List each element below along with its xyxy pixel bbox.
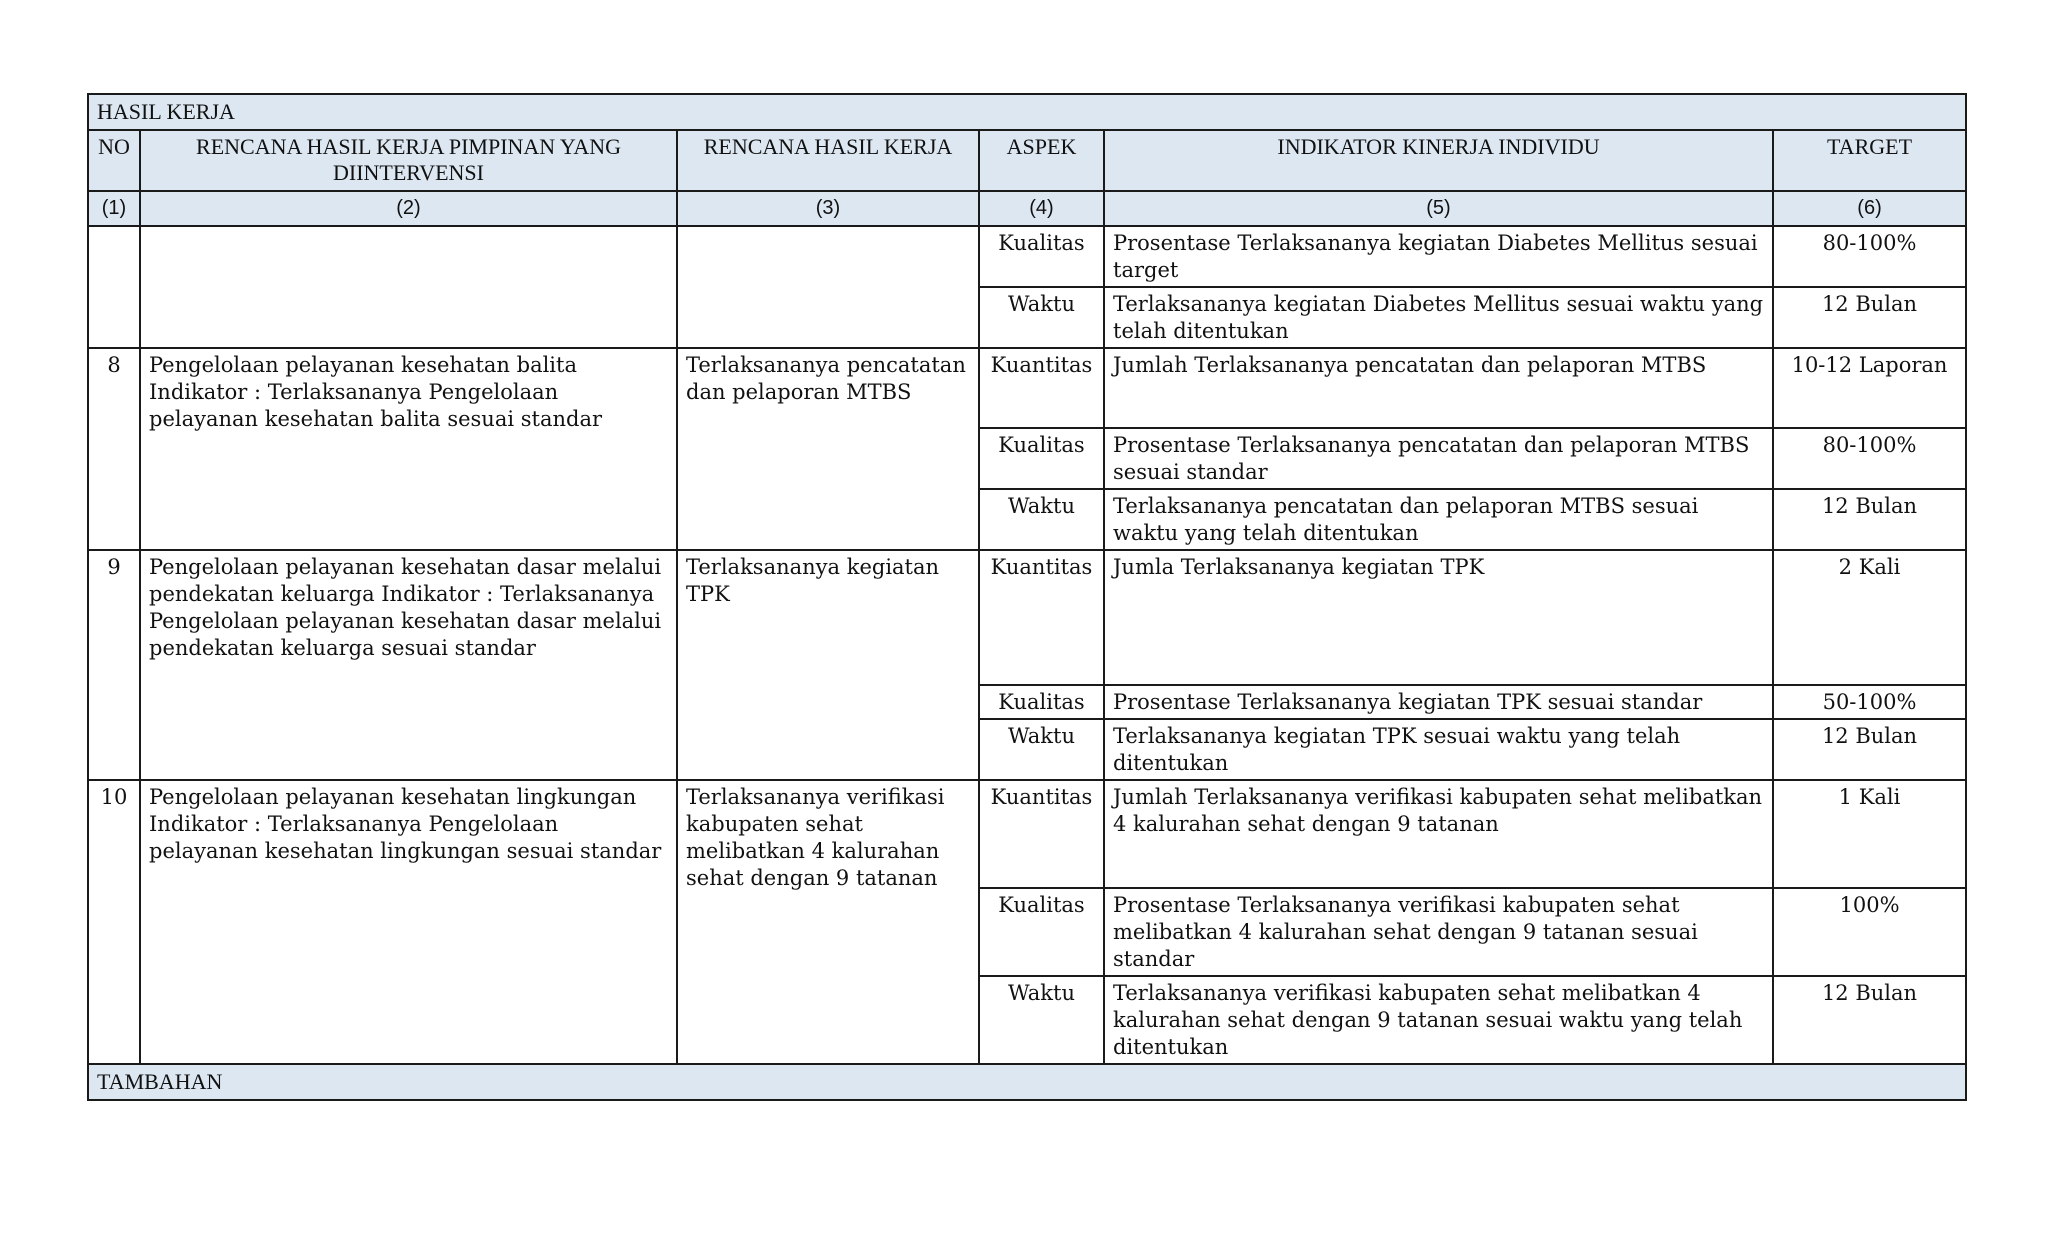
target-cell: 2 Kali <box>1773 550 1966 685</box>
column-number: (2) <box>140 191 677 226</box>
target-cell: 12 Bulan <box>1773 287 1966 348</box>
aspek-cell: Kuantitas <box>979 348 1104 428</box>
table-row <box>88 780 1966 888</box>
rencana-pimpinan-cell <box>140 226 677 348</box>
column-number-row <box>88 191 1966 226</box>
header-rencana: RENCANA HASIL KERJA <box>677 130 979 191</box>
indikator-cell: Jumlah Terlaksananya verifikasi kabupaten sehat melibatkan 4 kalurahan sehat dengan 9 tatanan <box>1104 780 1773 888</box>
aspek-cell: Waktu <box>979 287 1104 348</box>
indikator-cell: Terlaksananya pencatatan dan pelaporan MTBS sesuai waktu yang telah ditentukan <box>1104 489 1773 550</box>
column-number: (1) <box>88 191 140 226</box>
aspek-cell: Waktu <box>979 489 1104 550</box>
table-row <box>88 226 1966 287</box>
footer-row <box>88 1064 1966 1100</box>
hasil-kerja-table <box>87 93 1967 1101</box>
header-target: TARGET <box>1773 130 1966 191</box>
target-cell: 10-12 Laporan <box>1773 348 1966 428</box>
target-cell: 12 Bulan <box>1773 719 1966 780</box>
aspek-cell: Waktu <box>979 976 1104 1064</box>
aspek-cell: Kualitas <box>979 888 1104 976</box>
rencana-pimpinan-cell: Pengelolaan pelayanan kesehatan dasar melalui pendekatan keluarga Indikator : Terlaksananya Pengelolaan pelayanan kesehatan dasar melalui pendekatan keluarga sesuai standar <box>140 550 677 780</box>
rencana-cell: Terlaksananya pencatatan dan pelaporan MTBS <box>677 348 979 550</box>
column-number: (5) <box>1104 191 1773 226</box>
header-row <box>88 130 1966 191</box>
section-title: HASIL KERJA <box>88 94 1966 130</box>
header-aspek: ASPEK <box>979 130 1104 191</box>
tambahan-label: TAMBAHAN <box>88 1064 1966 1100</box>
aspek-cell: Kuantitas <box>979 780 1104 888</box>
indikator-cell: Prosentase Terlaksananya kegiatan Diabetes Mellitus sesuai target <box>1104 226 1773 287</box>
indikator-cell: Jumla Terlaksananya kegiatan TPK <box>1104 550 1773 685</box>
no-cell: 8 <box>88 348 140 550</box>
indikator-cell: Jumlah Terlaksananya pencatatan dan pelaporan MTBS <box>1104 348 1773 428</box>
table-row <box>88 348 1966 428</box>
header-indikator: INDIKATOR KINERJA INDIVIDU <box>1104 130 1773 191</box>
header-rencana-pimpinan: RENCANA HASIL KERJA PIMPINAN YANG DIINTERVENSI <box>140 130 677 191</box>
target-cell: 80-100% <box>1773 428 1966 489</box>
aspek-cell: Kuantitas <box>979 550 1104 685</box>
target-cell: 1 Kali <box>1773 780 1966 888</box>
indikator-cell: Prosentase Terlaksananya kegiatan TPK sesuai standar <box>1104 685 1773 719</box>
rencana-cell <box>677 226 979 348</box>
target-cell: 80-100% <box>1773 226 1966 287</box>
column-number: (4) <box>979 191 1104 226</box>
column-number: (6) <box>1773 191 1966 226</box>
aspek-cell: Kualitas <box>979 428 1104 489</box>
no-cell: 9 <box>88 550 140 780</box>
indikator-cell: Terlaksananya kegiatan TPK sesuai waktu yang telah ditentukan <box>1104 719 1773 780</box>
indikator-cell: Terlaksananya verifikasi kabupaten sehat melibatkan 4 kalurahan sehat dengan 9 tatanan sesuai waktu yang telah ditentukan <box>1104 976 1773 1064</box>
aspek-cell: Kualitas <box>979 685 1104 719</box>
table-row <box>88 550 1966 685</box>
target-cell: 12 Bulan <box>1773 489 1966 550</box>
no-cell <box>88 226 140 348</box>
target-cell: 50-100% <box>1773 685 1966 719</box>
no-cell: 10 <box>88 780 140 1064</box>
rencana-pimpinan-cell: Pengelolaan pelayanan kesehatan lingkungan Indikator : Terlaksananya Pengelolaan pelayanan kesehatan lingkungan sesuai standar <box>140 780 677 1064</box>
rencana-cell: Terlaksananya kegiatan TPK <box>677 550 979 780</box>
rencana-cell: Terlaksananya verifikasi kabupaten sehat melibatkan 4 kalurahan sehat dengan 9 tatanan <box>677 780 979 1064</box>
section-title-row <box>88 94 1966 130</box>
indikator-cell: Terlaksananya kegiatan Diabetes Mellitus sesuai waktu yang telah ditentukan <box>1104 287 1773 348</box>
target-cell: 100% <box>1773 888 1966 976</box>
rencana-pimpinan-cell: Pengelolaan pelayanan kesehatan balita Indikator : Terlaksananya Pengelolaan pelayanan kesehatan balita sesuai standar <box>140 348 677 550</box>
indikator-cell: Prosentase Terlaksananya verifikasi kabupaten sehat melibatkan 4 kalurahan sehat dengan 9 tatanan sesuai standar <box>1104 888 1773 976</box>
aspek-cell: Waktu <box>979 719 1104 780</box>
column-number: (3) <box>677 191 979 226</box>
header-no: NO <box>88 130 140 191</box>
aspek-cell: Kualitas <box>979 226 1104 287</box>
target-cell: 12 Bulan <box>1773 976 1966 1064</box>
indikator-cell: Prosentase Terlaksananya pencatatan dan pelaporan MTBS sesuai standar <box>1104 428 1773 489</box>
